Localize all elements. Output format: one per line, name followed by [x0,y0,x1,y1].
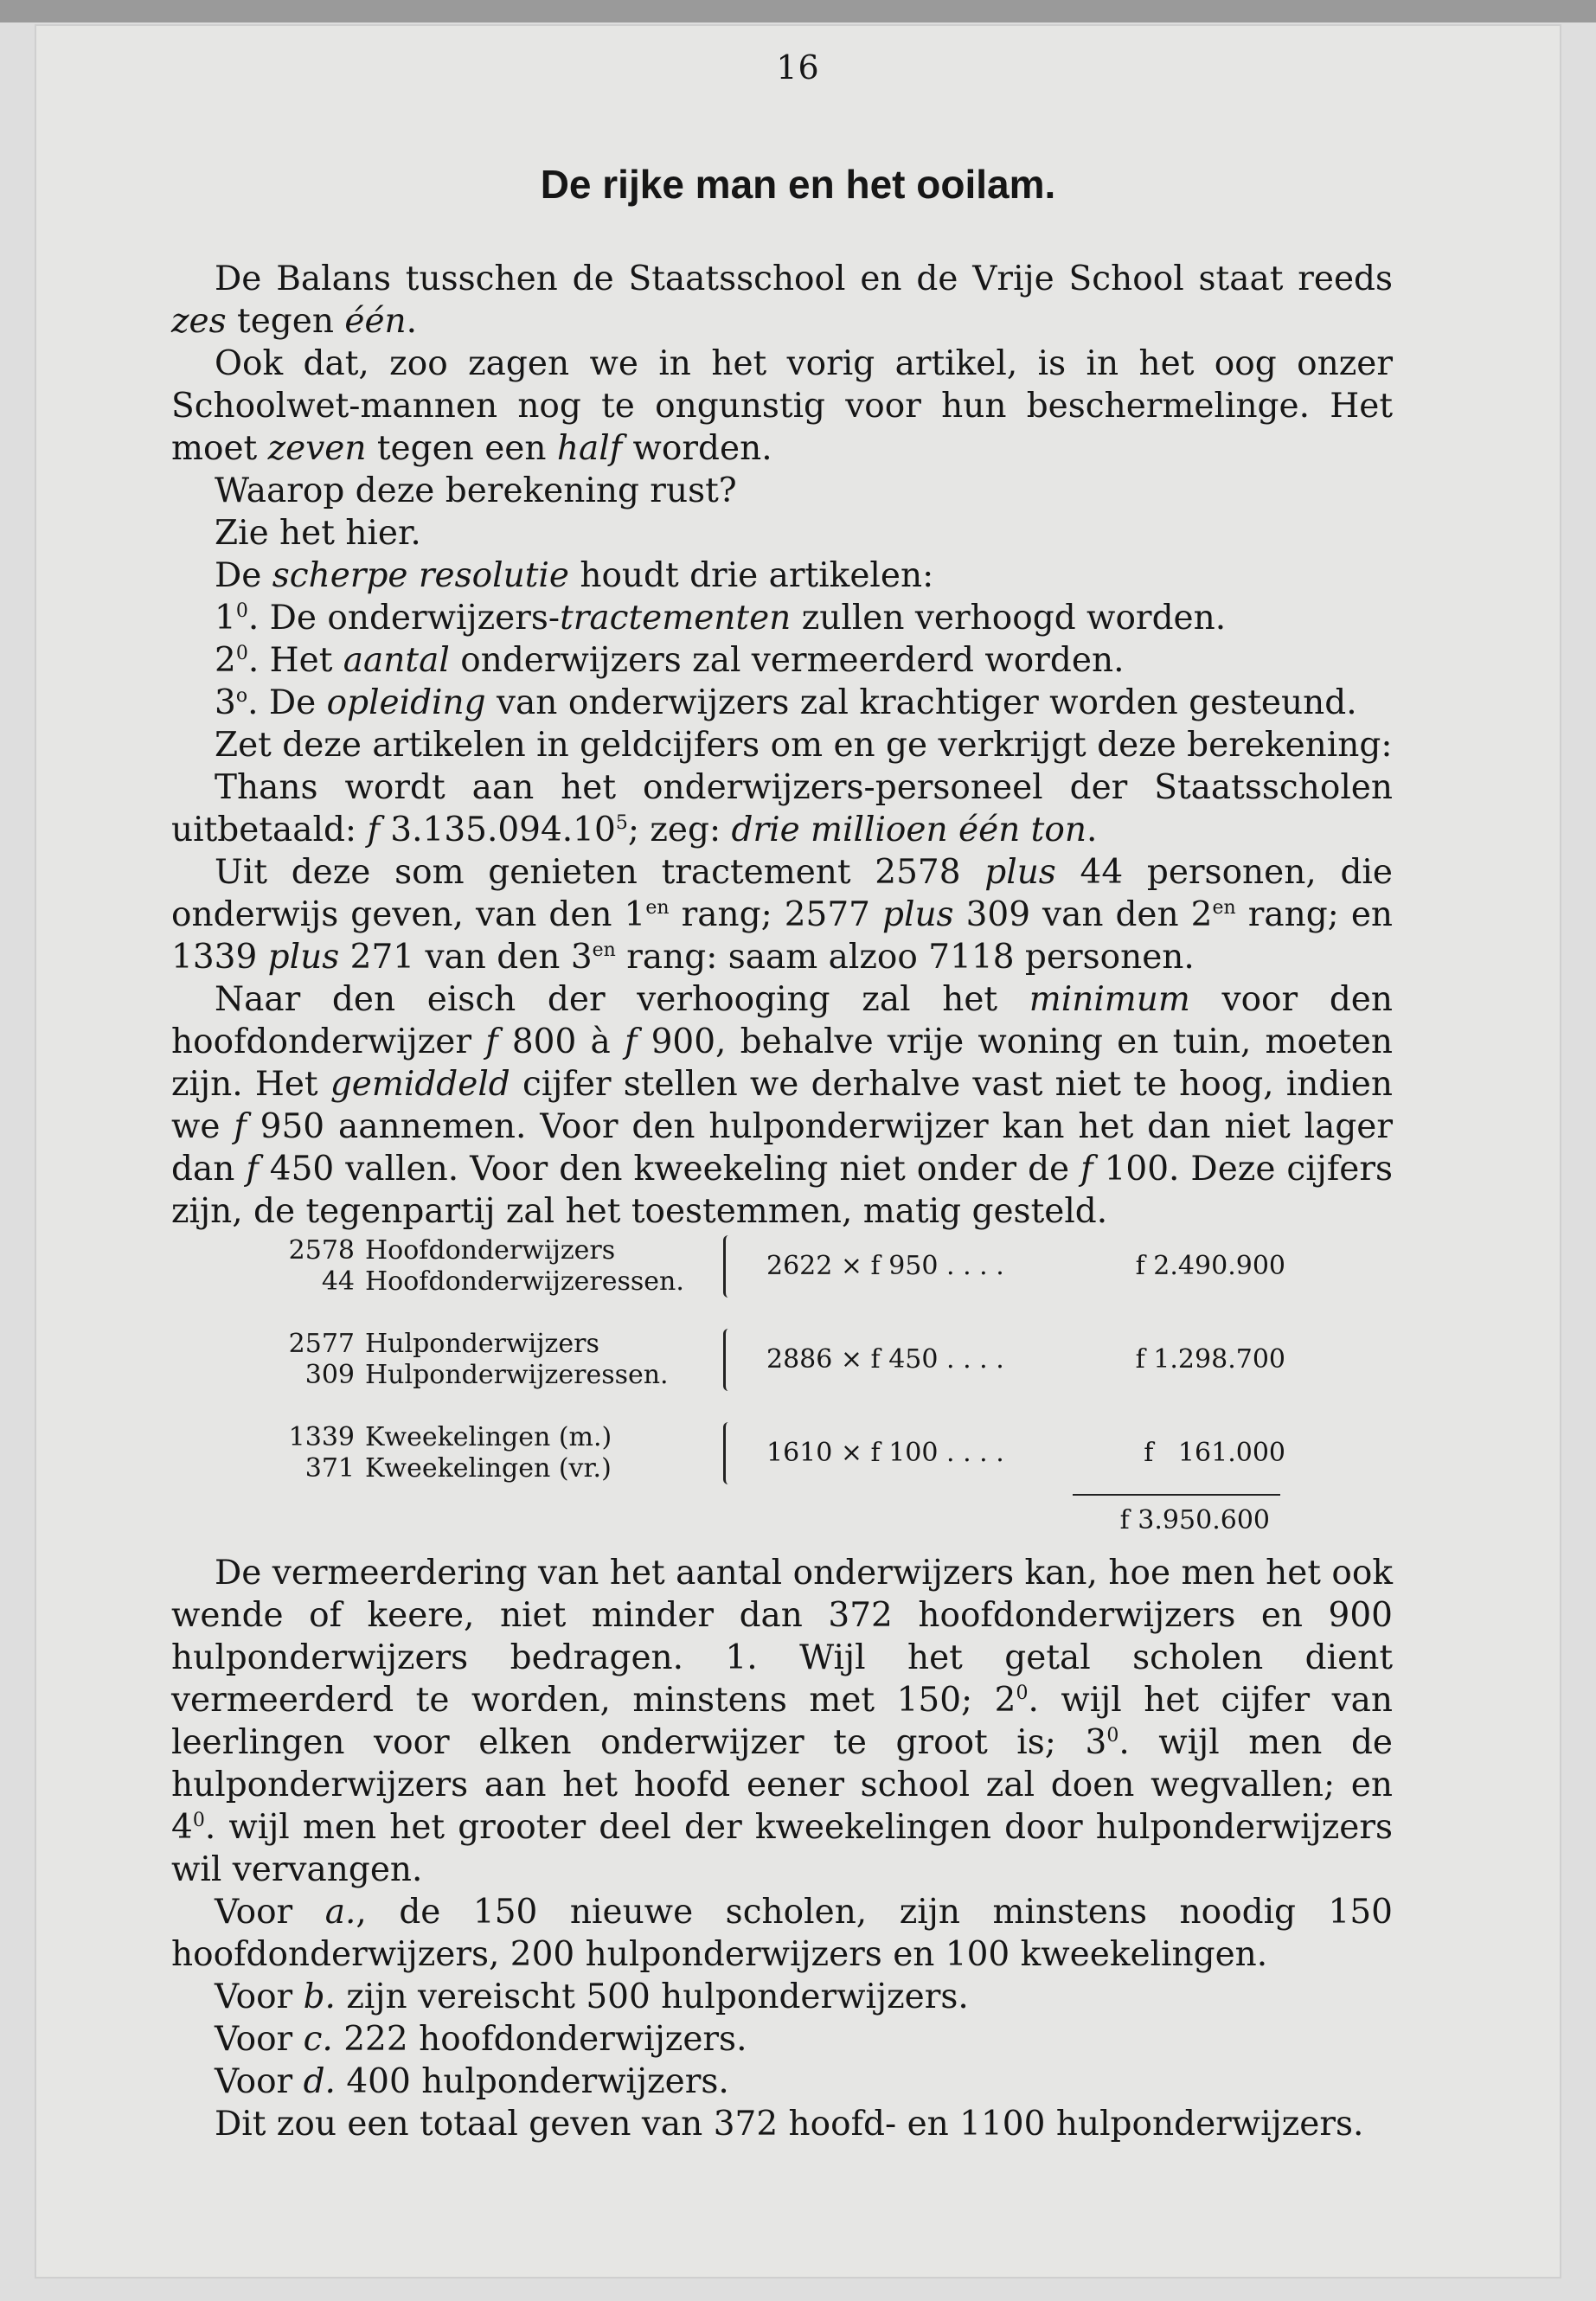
paragraph [171,470,1393,512]
subtotal: f 1.298.700 [1135,1344,1285,1375]
text-run: c. [303,2020,333,2059]
brace [723,1422,736,1484]
text-run: 3.135.094.10 [379,811,616,849]
text-run: 44 personen, die onderwijs geven, van den 1 [171,853,1393,934]
category-label: Kweekelingen (vr.) [365,1453,612,1484]
text-run: Voor [215,1893,325,1932]
table-row [285,1235,718,1266]
text-run: Ook dat, zoo zagen we in het vorig artikel, is in het oog onzer Schoolwet-mannen nog te ongunstig voor hun beschermelinge. Het moet [171,344,1393,468]
text-run: 0 [1106,1725,1119,1747]
text-run: . wijl men het grooter deel der kweekelingen door hulponderwijzers wil vervangen. [171,1808,1393,1889]
body-text-bottom [171,1552,1393,2145]
text-run: 1 [215,599,236,638]
text-run: en [592,939,616,961]
table-row [285,1453,718,1484]
text-run: 0 [235,643,248,664]
paragraph [171,1891,1393,1976]
calculation [766,1344,1285,1375]
text-run: f [485,1022,498,1061]
text-run: 271 van den 3 [339,938,593,977]
paragraph [171,2103,1393,2145]
brace [723,1235,736,1298]
paragraph [171,639,1393,682]
text-run: zullen verhoogd worden. [791,599,1227,638]
text-run: De vermeerdering van het aantal onderwijzers kan, hoe men het ook wende of keere, niet minder dan 372 hoofdonderwijzers en 900 hulponderwijzers bedragen. 1. Wijl het getal scholen dient vermeerderd te worden, minstens met 150; 2 [171,1554,1393,1720]
paragraph [171,978,1393,1233]
text-run: 3 [215,683,236,722]
group-labels [285,1422,718,1484]
text-run: De Balans tusschen de Staatsschool en de Vrije School staat reeds [215,260,1393,298]
paragraph [171,724,1393,766]
text-run: half [556,429,623,468]
text-run: 950 aannemen. Voor den hulponderwijzer kan het dan niet lager dan [171,1107,1394,1189]
text-run: rang; 2577 [669,895,882,934]
text-run: f [234,1107,247,1146]
text-run: Naar den eisch der verhooging zal het [215,980,1029,1019]
text-run: 400 hulponderwijzers. [335,2062,729,2101]
count: 371 [304,1453,355,1484]
text-run: aantal [343,641,450,680]
text-run: voor den hoofdonderwijzer [171,980,1394,1061]
text-run: Waarop deze berekening rust? [215,471,737,510]
count: 309 [304,1360,355,1390]
text-run: d. [303,2062,336,2101]
paragraph [171,512,1393,554]
text-run: f [367,811,380,849]
table-row [285,1360,718,1391]
text-run: zijn vereischt 500 hulponderwijzers. [335,1977,969,2016]
text-run: plus [984,853,1056,892]
text-run: plus [267,938,340,977]
text-run: en [1212,897,1236,919]
text-run: scherpe resolutie [272,556,569,595]
paragraph [171,258,1393,343]
text-run: Voor [215,1977,304,2016]
text-run: f [1080,1150,1093,1189]
text-run: 450 vallen. Voor den kweekeling niet onder de [258,1150,1081,1189]
text-run: 0 [235,600,248,622]
text-run: 100. Deze cijfers zijn, de tegenpartij zal het toestemmen, matig gesteld. [171,1150,1393,1231]
text-run: tegen een [366,429,557,468]
text-run: . wijl het cijfer van leerlingen voor elken onderwijzer te groot is; 3 [171,1681,1393,1762]
paragraph [171,682,1393,724]
salary-table [285,1235,1285,1516]
text-run: ; zeg: [627,811,732,849]
table-row [285,1422,718,1453]
text-run: 309 van den 2 [953,895,1213,934]
text-run: cijfer stellen we derhalve vast niet te hoog, indien we [171,1065,1394,1146]
text-run: 800 à [497,1022,625,1061]
text-run: minimum [1029,980,1190,1019]
text-run: a. [324,1893,356,1932]
table-group [285,1235,1285,1329]
text-run: 222 hoofdonderwijzers. [332,2020,747,2059]
text-run: Uit deze som genieten tractement 2578 [215,853,985,892]
count: 44 [321,1266,355,1297]
text-run: De [215,556,272,595]
multiplication: 2622 × f 950 . . . . [766,1251,1004,1281]
paragraph [171,2061,1393,2103]
text-run: en [645,897,670,919]
count: 1339 [288,1422,355,1452]
text-run: één [344,302,407,341]
text-run: plus [882,895,954,934]
table-group [285,1422,1285,1516]
text-run: rang; en 1339 [171,895,1394,977]
group-labels [285,1329,718,1391]
page-number: 16 [776,48,820,87]
text-run: . wijl men de hulponderwijzers aan het hoofd eener school zal doen wegvallen; en 4 [171,1723,1394,1847]
text-run: f [246,1150,259,1189]
text-run: 0 [1016,1682,1029,1704]
text-run: b. [303,1977,336,2016]
paragraph [171,1552,1393,1891]
text-run: gemiddeld [330,1065,510,1104]
calculation [766,1438,1285,1469]
text-run: , de 150 nieuwe scholen, zijn minstens noodig 150 hoofdonderwijzers, 200 hulponderwijzers en 100 kweekelingen. [171,1893,1393,1974]
paragraph [171,343,1393,470]
text-run: tegen [226,302,345,341]
text-run: . De onderwijzers- [247,599,561,638]
sum-rule [1073,1494,1280,1496]
text-run: rang: saam alzoo 7118 personen. [615,938,1195,977]
text-run: houdt drie artikelen: [568,556,934,595]
category-label: Kweekelingen (m.) [365,1422,612,1452]
text-run: o [235,685,248,707]
text-run: Zie het hier. [215,514,421,553]
subtotal: f 161.000 [1144,1438,1285,1468]
paragraph [171,766,1393,851]
category-label: Hoofdonderwijzeressen. [365,1266,684,1297]
calculation [766,1251,1285,1282]
text-run: 2 [215,641,236,680]
paragraph [171,851,1393,978]
multiplication: 1610 × f 100 . . . . [766,1438,1004,1468]
body-text-top [171,258,1393,1233]
category-label: Hulponderwijzeressen. [365,1360,669,1390]
table-row [285,1329,718,1360]
article-title: De rijke man en het ooilam. [540,162,1056,207]
text-run: 0 [192,1810,205,1831]
category-label: Hulponderwijzers [365,1329,599,1359]
text-run: . De [247,683,327,722]
group-labels [285,1235,718,1298]
text-run: worden. [622,429,772,468]
text-run: 900, behalve vrije woning en tuin, moeten zijn. Het [171,1022,1393,1104]
scan-top-band [0,0,1596,22]
table-row [285,1266,718,1298]
subtotal: f 2.490.900 [1135,1251,1285,1281]
multiplication: 2886 × f 450 . . . . [766,1344,1004,1375]
text-run: drie millioen één ton [731,811,1086,849]
count: 2577 [288,1329,355,1359]
text-run: Thans wordt aan het onderwijzers-personeel der Staatsscholen uitbetaald: [171,768,1393,849]
paragraph [171,554,1393,597]
text-run: . [406,302,418,341]
text-run: onderwijzers zal vermeerderd worden. [449,641,1125,680]
paragraph [171,597,1393,639]
paragraph [171,1976,1393,2018]
brace [723,1329,736,1391]
text-run: Voor [215,2062,304,2101]
table-total: f 3.950.600 [1119,1505,1270,1535]
table-group [285,1329,1285,1422]
paragraph [171,2018,1393,2061]
count: 2578 [288,1235,355,1266]
text-run: Dit zou een totaal geven van 372 hoofd- en 1100 hulponderwijzers. [215,2105,1364,2144]
category-label: Hoofdonderwijzers [365,1235,616,1266]
text-run: zes [171,302,227,341]
text-run: 5 [615,812,628,834]
text-run: . [1086,811,1098,849]
text-run: Voor [215,2020,304,2059]
text-run: opleiding [326,683,486,722]
text-run: zeven [267,429,367,468]
text-run: Zet deze artikelen in geldcijfers om en ge verkrijgt deze berekening: [215,726,1393,765]
text-run: tractementen [560,599,792,638]
text-run: f [624,1022,638,1061]
text-run: . Het [247,641,343,680]
text-run: van onderwijzers zal krachtiger worden gesteund. [485,683,1357,722]
